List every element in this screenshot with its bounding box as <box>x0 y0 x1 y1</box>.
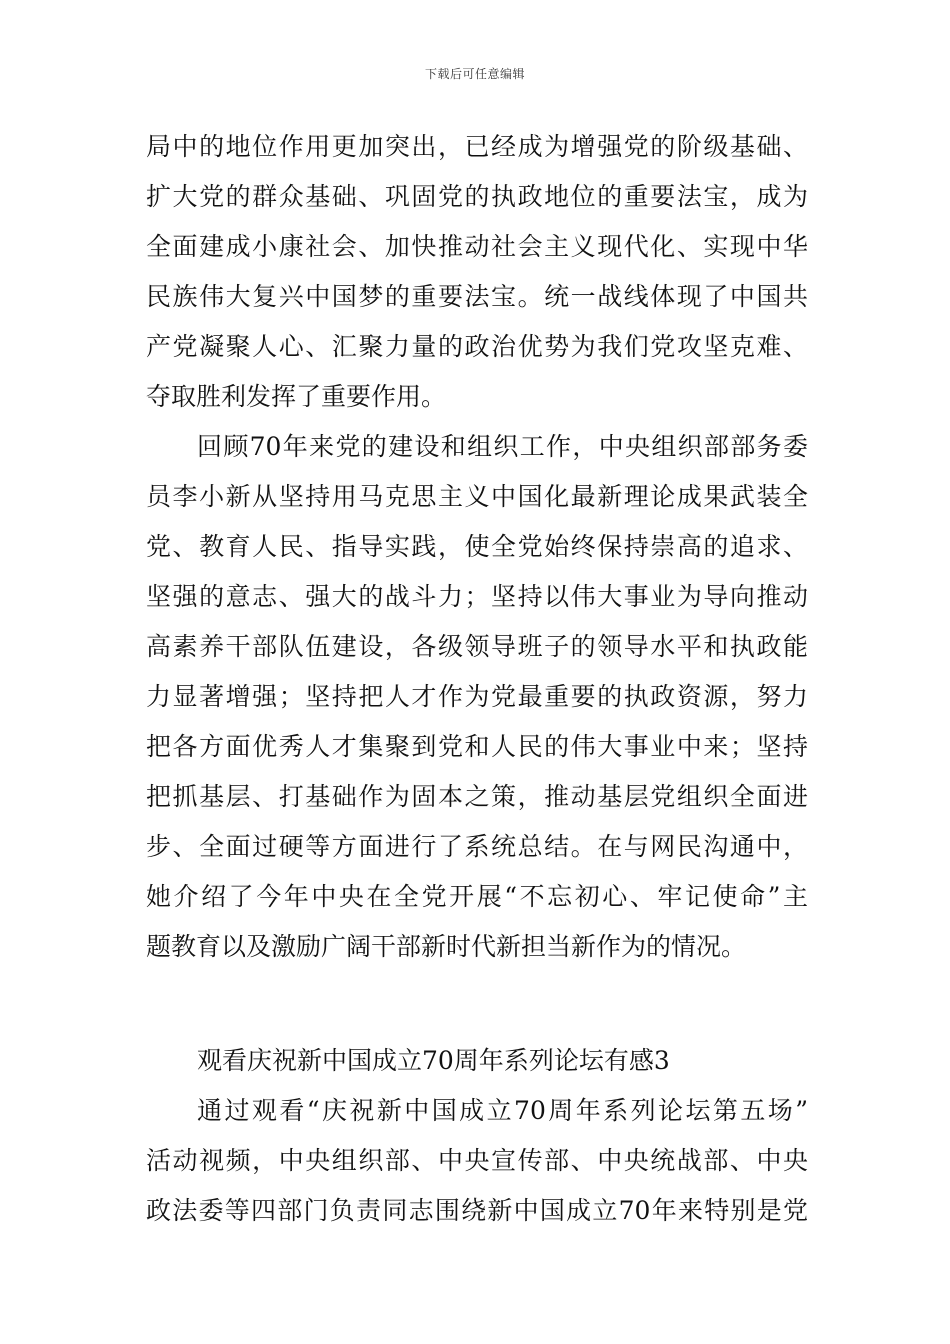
paragraph-3 <box>146 1086 808 1236</box>
text-line: 题教育以及激励广阔干部新时代新担当新作为的情况。 <box>146 932 747 961</box>
text-line: 员李小新从坚持用马克思主义中国化最新理论成果武装全 <box>146 482 808 511</box>
text-line: 她介绍了今年中央在全党开展“不忘初心、牢记使命”主 <box>146 882 808 911</box>
text-line: 政法委等四部门负责同志围绕新中国成立70年来特别是党 <box>146 1196 808 1225</box>
paragraph-2 <box>146 422 808 972</box>
text-line: 坚强的意志、强大的战斗力；坚持以伟大事业为导向推动 <box>146 582 808 611</box>
text-line: 把各方面优秀人才集聚到党和人民的伟大事业中来；坚持 <box>146 732 808 761</box>
text-line: 扩大党的群众基础、巩固党的执政地位的重要法宝，成为 <box>146 182 808 211</box>
paragraph-1 <box>146 122 808 422</box>
text-line: 步、全面过硬等方面进行了系统总结。在与网民沟通中， <box>146 832 808 861</box>
text-line: 民族伟大复兴中国梦的重要法宝。统一战线体现了中国共 <box>146 282 808 311</box>
text-line: 活动视频，中央组织部、中央宣传部、中央统战部、中央 <box>146 1146 808 1175</box>
text-line: 高素养干部队伍建设，各级领导班子的领导水平和执政能 <box>146 632 808 661</box>
text-line: 局中的地位作用更加突出，已经成为增强党的阶级基础、 <box>146 132 808 161</box>
text-line: 力显著增强；坚持把人才作为党最重要的执政资源，努力 <box>146 682 808 711</box>
text-line: 回顾70年来党的建设和组织工作，中央组织部部务委 <box>197 432 808 461</box>
text-line: 党、教育人民、指导实践，使全党始终保持崇高的追求、 <box>146 532 808 561</box>
document-body <box>146 122 808 1236</box>
text-line: 夺取胜利发挥了重要作用。 <box>146 382 447 411</box>
text-line: 通过观看“庆祝新中国成立70周年系列论坛第五场” <box>197 1096 808 1125</box>
section-title: 观看庆祝新中国成立70周年系列论坛有感3 <box>197 1046 670 1075</box>
text-line: 产党凝聚人心、汇聚力量的政治优势为我们党攻坚克难、 <box>146 332 808 361</box>
page-header: 下载后可任意编辑 <box>424 67 525 81</box>
text-line: 全面建成小康社会、加快推动社会主义现代化、实现中华 <box>146 232 808 261</box>
text-line: 把抓基层、打基础作为固本之策，推动基层党组织全面进 <box>146 782 808 811</box>
section-gap <box>146 972 808 1036</box>
